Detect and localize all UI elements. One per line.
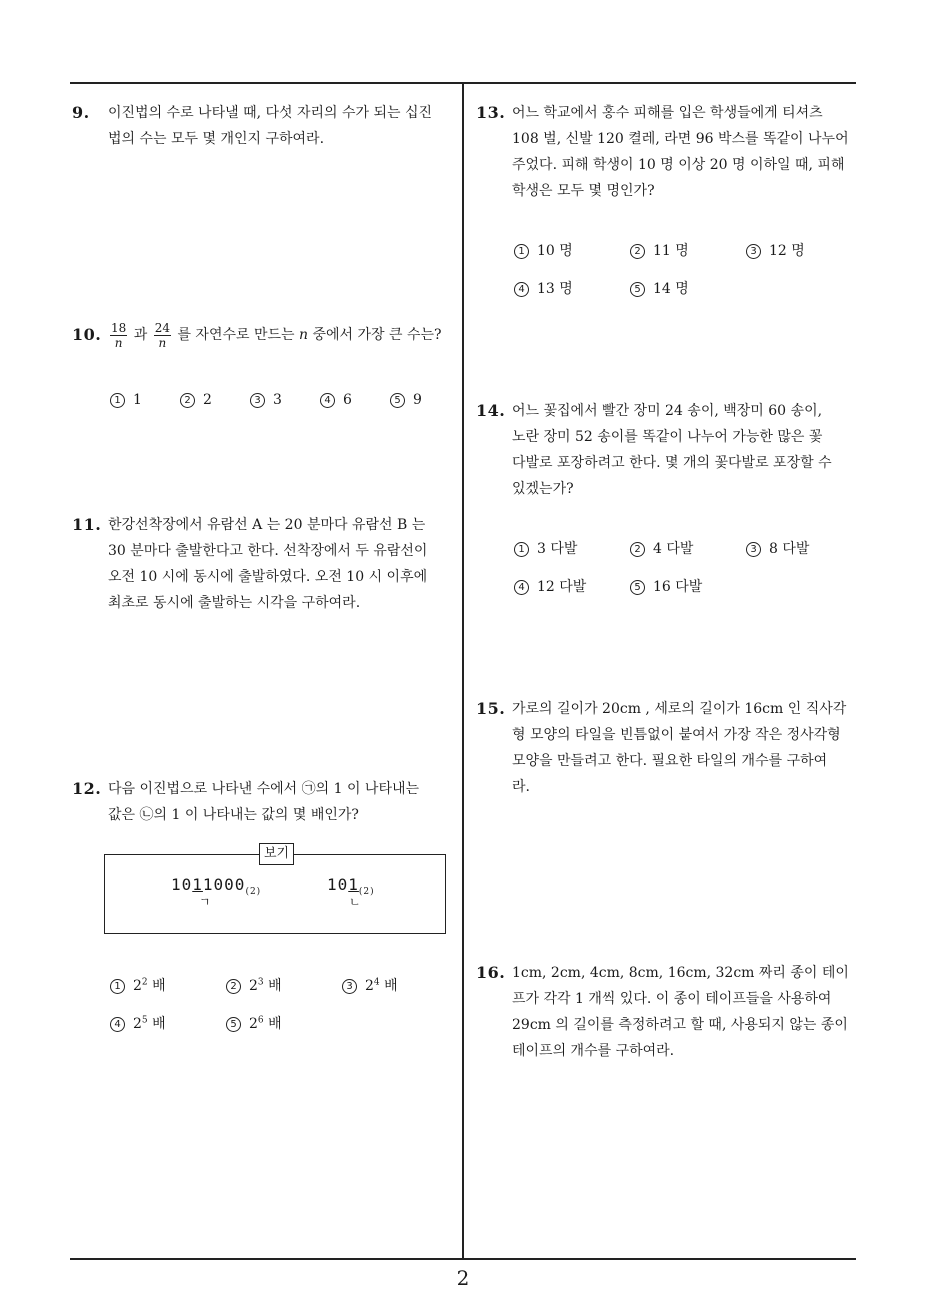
question-text-line: 값은 ㉡의 1 이 나타내는 값의 몇 배인가?: [108, 807, 359, 823]
conjunction: 과: [133, 327, 148, 343]
question-text-line: 다음 이진법으로 나타낸 수에서 ㉠의 1 이 나타내는: [108, 781, 420, 797]
question-10: [72, 318, 456, 352]
question-text: 를 자연수로 만드는: [177, 327, 295, 343]
question-text-line: 학생은 모두 몇 명인가?: [512, 183, 655, 199]
choice-5[interactable]: 5 14 명: [630, 278, 689, 298]
question-text: 중에서 가장 큰 수는?: [312, 327, 442, 343]
question-number: 9.: [72, 103, 90, 122]
binary-number-1: $1011000_{(2)}$: [171, 875, 262, 898]
fraction-18-over-n: $\frac{18}{n}$: [111, 320, 127, 350]
choice-1[interactable]: 1 3 다발: [514, 538, 577, 558]
question-14: [476, 398, 860, 502]
question-text-line: 주었다. 피해 학생이 10 명 이상 20 명 이하일 때, 피해: [512, 157, 845, 173]
question-text-line: 108 벌, 신발 120 켤레, 라면 96 박스를 똑같이 나누어: [512, 131, 849, 147]
question-text-line: 가로의 길이가 20cm , 세로의 길이가 16cm 인 직사각: [512, 701, 847, 717]
choice-2[interactable]: 2 4 다발: [630, 538, 693, 558]
page-number: 2: [456, 1266, 470, 1290]
choice-4[interactable]: 4 $2^5$ 배: [110, 1013, 166, 1033]
choice-1[interactable]: 1 10 명: [514, 240, 573, 260]
variable-n: n: [299, 327, 309, 343]
choice-5[interactable]: 5 9: [390, 392, 422, 408]
question-text-line: 프가 각각 1 개씩 있다. 이 종이 테이프들을 사용하여: [512, 991, 832, 1007]
choice-1[interactable]: 1 1: [110, 392, 142, 408]
question-text-line: 최초로 동시에 출발하는 시각을 구하여라.: [108, 595, 361, 611]
question-text-line: 노란 장미 52 송이를 똑같이 나누어 가능한 많은 꽃: [512, 429, 823, 445]
question-13: [476, 100, 860, 204]
choice-2[interactable]: 2 $2^3$ 배: [226, 975, 282, 995]
choice-2[interactable]: 2 11 명: [630, 240, 689, 260]
binary-number-2: $101_{(2)}$: [327, 875, 375, 898]
fraction-24-over-n: $\frac{24}{n}$: [154, 320, 170, 350]
question-text-line: 이진법의 수로 나타낼 때, 다섯 자리의 수가 되는 십진: [108, 105, 433, 121]
mark-nieun: ㄴ: [349, 895, 361, 909]
choice-4[interactable]: 4 12 다발: [514, 576, 586, 596]
question-text-line: 라.: [512, 779, 530, 795]
question-text-line: 있겠는가?: [512, 481, 574, 497]
question-number: 13.: [476, 103, 506, 122]
question-9: [72, 100, 456, 152]
choice-4[interactable]: 4 13 명: [514, 278, 573, 298]
question-number: 10.: [72, 325, 102, 344]
question-number: 11.: [72, 515, 102, 534]
choice-5[interactable]: 5 16 다발: [630, 576, 702, 596]
question-text-line: 어느 학교에서 홍수 피해를 입은 학생들에게 티셔츠: [512, 105, 823, 121]
choice-2[interactable]: 2 2: [180, 392, 212, 408]
question-number: 12.: [72, 779, 102, 798]
question-text-line: 오전 10 시에 동시에 출발하였다. 오전 10 시 이후에: [108, 569, 428, 585]
question-number: 15.: [476, 699, 506, 718]
column-divider: [462, 82, 464, 1258]
bottom-rule: [70, 1258, 856, 1260]
choice-5[interactable]: 5 $2^6$ 배: [226, 1013, 282, 1033]
question-15: [476, 696, 860, 800]
question-text-line: 다발로 포장하려고 한다. 몇 개의 꽃다발로 포장할 수: [512, 455, 832, 471]
question-text-line: 29cm 의 길이를 측정하려고 할 때, 사용되지 않는 종이: [512, 1017, 848, 1033]
example-box-label: 보기: [259, 843, 294, 865]
question-text-line: 모양을 만들려고 한다. 필요한 타일의 개수를 구하여: [512, 753, 828, 769]
question-text-line: 형 모양의 타일을 빈틈없이 붙여서 가장 작은 정사각형: [512, 727, 841, 743]
question-16: [476, 960, 860, 1064]
question-number: 14.: [476, 401, 506, 420]
example-box: [104, 846, 446, 934]
question-text-line: 30 분마다 출발한다고 한다. 선착장에서 두 유람선이: [108, 543, 428, 559]
choice-3[interactable]: 3 12 명: [746, 240, 805, 260]
choice-1[interactable]: 1 $2^2$ 배: [110, 975, 166, 995]
question-text-line: 테이프의 개수를 구하여라.: [512, 1043, 675, 1059]
choice-4[interactable]: 4 6: [320, 392, 352, 408]
question-text-line: 어느 꽃집에서 빨간 장미 24 송이, 백장미 60 송이,: [512, 403, 823, 419]
choice-3[interactable]: 3 $2^4$ 배: [342, 975, 398, 995]
question-number: 16.: [476, 963, 506, 982]
question-text-line: 한강선착장에서 유람선 A 는 20 분마다 유람선 B 는: [108, 517, 426, 533]
question-11: [72, 512, 456, 616]
question-text-line: 1cm, 2cm, 4cm, 8cm, 16cm, 32cm 짜리 종이 테이: [512, 965, 849, 981]
choice-3[interactable]: 3 8 다발: [746, 538, 809, 558]
choice-3[interactable]: 3 3: [250, 392, 282, 408]
question-text-line: 법의 수는 모두 몇 개인지 구하여라.: [108, 131, 325, 147]
mark-giyeok: ㄱ: [199, 895, 211, 909]
question-12: [72, 776, 456, 828]
